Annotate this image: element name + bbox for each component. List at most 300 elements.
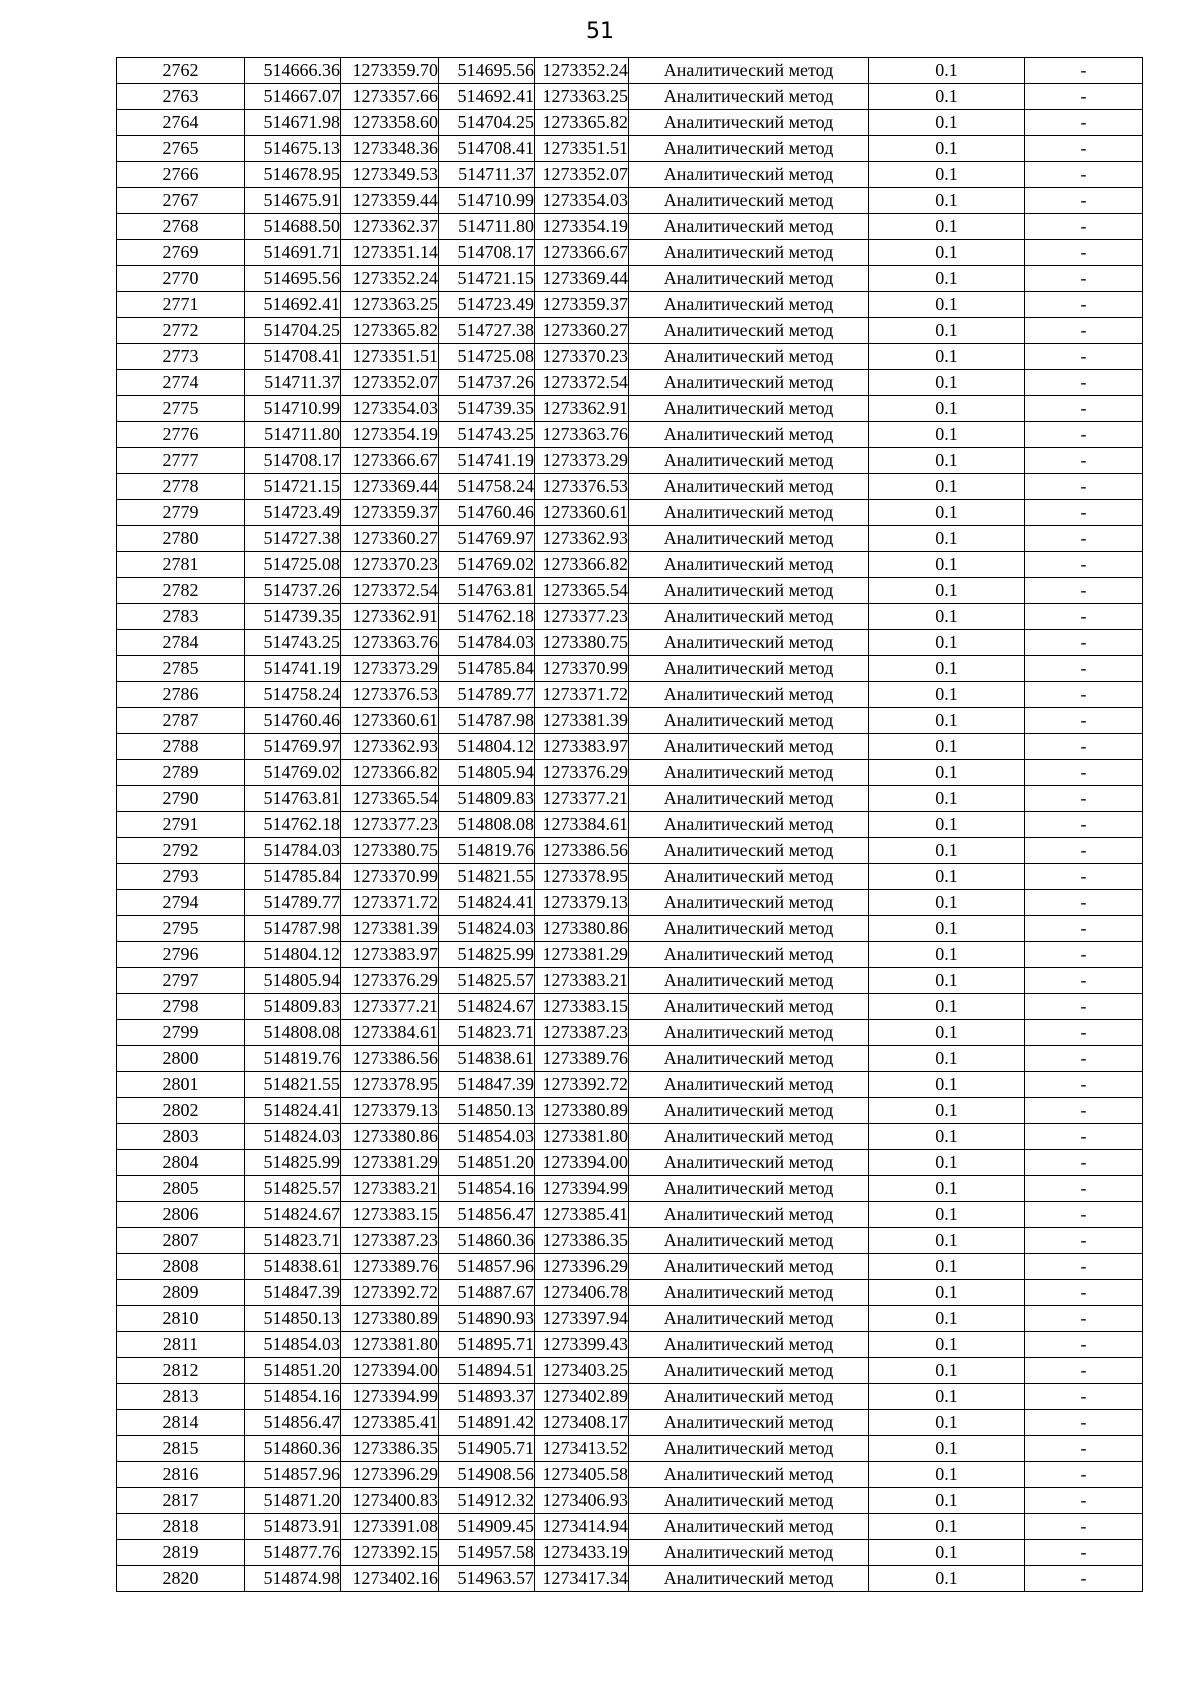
start-x-cell: 514847.39 — [245, 1280, 341, 1306]
start-y-cell: 1273392.15 — [341, 1540, 439, 1566]
end-y-cell: 1273394.00 — [535, 1150, 629, 1176]
method-cell: Аналитический метод — [629, 1020, 869, 1046]
method-cell: Аналитический метод — [629, 1072, 869, 1098]
end-x-cell: 514847.39 — [439, 1072, 535, 1098]
end-x-cell: 514743.25 — [439, 422, 535, 448]
start-y-cell: 1273362.37 — [341, 214, 439, 240]
end-y-cell: 1273354.03 — [535, 188, 629, 214]
end-x-cell: 514887.67 — [439, 1280, 535, 1306]
start-y-cell: 1273373.29 — [341, 656, 439, 682]
method-cell: Аналитический метод — [629, 656, 869, 682]
start-y-cell: 1273376.53 — [341, 682, 439, 708]
start-y-cell: 1273387.23 — [341, 1228, 439, 1254]
end-x-cell: 514808.08 — [439, 812, 535, 838]
note-cell: - — [1025, 84, 1143, 110]
end-y-cell: 1273406.93 — [535, 1488, 629, 1514]
note-cell: - — [1025, 890, 1143, 916]
start-x-cell: 514823.71 — [245, 1228, 341, 1254]
table-row — [117, 812, 1143, 838]
note-cell: - — [1025, 1306, 1143, 1332]
start-y-cell: 1273381.39 — [341, 916, 439, 942]
end-y-cell: 1273385.41 — [535, 1202, 629, 1228]
segment-number-cell: 2774 — [117, 370, 245, 396]
table-row — [117, 136, 1143, 162]
end-x-cell: 514894.51 — [439, 1358, 535, 1384]
note-cell: - — [1025, 318, 1143, 344]
note-cell: - — [1025, 1462, 1143, 1488]
end-x-cell: 514854.16 — [439, 1176, 535, 1202]
end-y-cell: 1273354.19 — [535, 214, 629, 240]
start-y-cell: 1273360.61 — [341, 708, 439, 734]
note-cell: - — [1025, 1124, 1143, 1150]
start-y-cell: 1273389.76 — [341, 1254, 439, 1280]
segment-number-cell: 2783 — [117, 604, 245, 630]
accuracy-cell: 0.1 — [869, 1410, 1025, 1436]
start-x-cell: 514695.56 — [245, 266, 341, 292]
start-y-cell: 1273354.19 — [341, 422, 439, 448]
accuracy-cell: 0.1 — [869, 1228, 1025, 1254]
start-x-cell: 514854.03 — [245, 1332, 341, 1358]
start-x-cell: 514762.18 — [245, 812, 341, 838]
end-y-cell: 1273381.80 — [535, 1124, 629, 1150]
table-row — [117, 734, 1143, 760]
accuracy-cell: 0.1 — [869, 1358, 1025, 1384]
start-y-cell: 1273352.07 — [341, 370, 439, 396]
accuracy-cell: 0.1 — [869, 1254, 1025, 1280]
table-row — [117, 162, 1143, 188]
table-row — [117, 1462, 1143, 1488]
start-x-cell: 514671.98 — [245, 110, 341, 136]
table-row — [117, 1410, 1143, 1436]
table-row — [117, 760, 1143, 786]
end-y-cell: 1273402.89 — [535, 1384, 629, 1410]
table-row — [117, 656, 1143, 682]
table-row — [117, 422, 1143, 448]
start-x-cell: 514723.49 — [245, 500, 341, 526]
accuracy-cell: 0.1 — [869, 136, 1025, 162]
start-x-cell: 514769.97 — [245, 734, 341, 760]
note-cell: - — [1025, 266, 1143, 292]
end-x-cell: 514823.71 — [439, 1020, 535, 1046]
end-y-cell: 1273380.86 — [535, 916, 629, 942]
end-x-cell: 514957.58 — [439, 1540, 535, 1566]
method-cell: Аналитический метод — [629, 890, 869, 916]
segment-number-cell: 2790 — [117, 786, 245, 812]
start-x-cell: 514692.41 — [245, 292, 341, 318]
table-row — [117, 864, 1143, 890]
start-y-cell: 1273383.15 — [341, 1202, 439, 1228]
start-y-cell: 1273385.41 — [341, 1410, 439, 1436]
segment-number-cell: 2786 — [117, 682, 245, 708]
note-cell: - — [1025, 526, 1143, 552]
accuracy-cell: 0.1 — [869, 188, 1025, 214]
start-y-cell: 1273400.83 — [341, 1488, 439, 1514]
note-cell: - — [1025, 214, 1143, 240]
segment-number-cell: 2817 — [117, 1488, 245, 1514]
note-cell: - — [1025, 552, 1143, 578]
start-y-cell: 1273359.70 — [341, 58, 439, 84]
note-cell: - — [1025, 1358, 1143, 1384]
table-row — [117, 1020, 1143, 1046]
start-x-cell: 514851.20 — [245, 1358, 341, 1384]
start-x-cell: 514854.16 — [245, 1384, 341, 1410]
method-cell: Аналитический метод — [629, 1098, 869, 1124]
accuracy-cell: 0.1 — [869, 812, 1025, 838]
accuracy-cell: 0.1 — [869, 1176, 1025, 1202]
start-x-cell: 514824.03 — [245, 1124, 341, 1150]
note-cell: - — [1025, 162, 1143, 188]
start-y-cell: 1273371.72 — [341, 890, 439, 916]
table-row — [117, 552, 1143, 578]
end-y-cell: 1273380.89 — [535, 1098, 629, 1124]
segment-number-cell: 2808 — [117, 1254, 245, 1280]
note-cell: - — [1025, 292, 1143, 318]
note-cell: - — [1025, 968, 1143, 994]
table-row — [117, 240, 1143, 266]
note-cell: - — [1025, 240, 1143, 266]
end-x-cell: 514805.94 — [439, 760, 535, 786]
table-row — [117, 1228, 1143, 1254]
method-cell: Аналитический метод — [629, 1124, 869, 1150]
segment-number-cell: 2789 — [117, 760, 245, 786]
note-cell: - — [1025, 578, 1143, 604]
table-row — [117, 838, 1143, 864]
accuracy-cell: 0.1 — [869, 1540, 1025, 1566]
end-x-cell: 514789.77 — [439, 682, 535, 708]
method-cell: Аналитический метод — [629, 474, 869, 500]
start-y-cell: 1273379.13 — [341, 1098, 439, 1124]
note-cell: - — [1025, 942, 1143, 968]
note-cell: - — [1025, 58, 1143, 84]
end-x-cell: 514739.35 — [439, 396, 535, 422]
table-row — [117, 84, 1143, 110]
segment-number-cell: 2787 — [117, 708, 245, 734]
accuracy-cell: 0.1 — [869, 526, 1025, 552]
table-row — [117, 786, 1143, 812]
table-body — [117, 58, 1143, 1592]
start-y-cell: 1273351.51 — [341, 344, 439, 370]
note-cell: - — [1025, 1280, 1143, 1306]
method-cell: Аналитический метод — [629, 188, 869, 214]
note-cell: - — [1025, 188, 1143, 214]
start-x-cell: 514824.41 — [245, 1098, 341, 1124]
method-cell: Аналитический метод — [629, 240, 869, 266]
start-x-cell: 514769.02 — [245, 760, 341, 786]
table-row — [117, 474, 1143, 500]
accuracy-cell: 0.1 — [869, 1124, 1025, 1150]
end-x-cell: 514854.03 — [439, 1124, 535, 1150]
start-y-cell: 1273380.75 — [341, 838, 439, 864]
accuracy-cell: 0.1 — [869, 1488, 1025, 1514]
note-cell: - — [1025, 1098, 1143, 1124]
page-number: 51 — [586, 19, 614, 44]
accuracy-cell: 0.1 — [869, 916, 1025, 942]
segment-number-cell: 2782 — [117, 578, 245, 604]
start-y-cell: 1273362.91 — [341, 604, 439, 630]
start-x-cell: 514758.24 — [245, 682, 341, 708]
end-x-cell: 514804.12 — [439, 734, 535, 760]
start-y-cell: 1273366.82 — [341, 760, 439, 786]
segment-number-cell: 2784 — [117, 630, 245, 656]
note-cell: - — [1025, 916, 1143, 942]
method-cell: Аналитический метод — [629, 1306, 869, 1332]
start-x-cell: 514857.96 — [245, 1462, 341, 1488]
segment-number-cell: 2802 — [117, 1098, 245, 1124]
end-x-cell: 514851.20 — [439, 1150, 535, 1176]
start-x-cell: 514710.99 — [245, 396, 341, 422]
end-x-cell: 514825.57 — [439, 968, 535, 994]
accuracy-cell: 0.1 — [869, 500, 1025, 526]
segment-number-cell: 2796 — [117, 942, 245, 968]
method-cell: Аналитический метод — [629, 318, 869, 344]
note-cell: - — [1025, 994, 1143, 1020]
start-x-cell: 514825.57 — [245, 1176, 341, 1202]
start-y-cell: 1273377.23 — [341, 812, 439, 838]
table-row — [117, 994, 1143, 1020]
start-y-cell: 1273381.80 — [341, 1332, 439, 1358]
start-y-cell: 1273365.82 — [341, 318, 439, 344]
note-cell: - — [1025, 630, 1143, 656]
note-cell: - — [1025, 812, 1143, 838]
note-cell: - — [1025, 838, 1143, 864]
note-cell: - — [1025, 1332, 1143, 1358]
start-x-cell: 514725.08 — [245, 552, 341, 578]
note-cell: - — [1025, 396, 1143, 422]
start-x-cell: 514763.81 — [245, 786, 341, 812]
segment-number-cell: 2767 — [117, 188, 245, 214]
accuracy-cell: 0.1 — [869, 1020, 1025, 1046]
start-x-cell: 514805.94 — [245, 968, 341, 994]
method-cell: Аналитический метод — [629, 552, 869, 578]
note-cell: - — [1025, 760, 1143, 786]
end-x-cell: 514856.47 — [439, 1202, 535, 1228]
coordinates-table — [116, 57, 1143, 1592]
table-row — [117, 890, 1143, 916]
table-row — [117, 396, 1143, 422]
end-x-cell: 514824.67 — [439, 994, 535, 1020]
start-x-cell: 514678.95 — [245, 162, 341, 188]
start-y-cell: 1273360.27 — [341, 526, 439, 552]
start-y-cell: 1273370.99 — [341, 864, 439, 890]
start-y-cell: 1273349.53 — [341, 162, 439, 188]
end-x-cell: 514692.41 — [439, 84, 535, 110]
segment-number-cell: 2803 — [117, 1124, 245, 1150]
method-cell: Аналитический метод — [629, 500, 869, 526]
segment-number-cell: 2800 — [117, 1046, 245, 1072]
note-cell: - — [1025, 344, 1143, 370]
segment-number-cell: 2792 — [117, 838, 245, 864]
end-y-cell: 1273366.67 — [535, 240, 629, 266]
accuracy-cell: 0.1 — [869, 1384, 1025, 1410]
start-x-cell: 514741.19 — [245, 656, 341, 682]
end-y-cell: 1273381.39 — [535, 708, 629, 734]
note-cell: - — [1025, 422, 1143, 448]
method-cell: Аналитический метод — [629, 1514, 869, 1540]
end-y-cell: 1273376.53 — [535, 474, 629, 500]
note-cell: - — [1025, 1228, 1143, 1254]
method-cell: Аналитический метод — [629, 1358, 869, 1384]
segment-number-cell: 2804 — [117, 1150, 245, 1176]
end-x-cell: 514769.97 — [439, 526, 535, 552]
method-cell: Аналитический метод — [629, 136, 869, 162]
end-y-cell: 1273414.94 — [535, 1514, 629, 1540]
end-y-cell: 1273376.29 — [535, 760, 629, 786]
start-x-cell: 514871.20 — [245, 1488, 341, 1514]
start-y-cell: 1273357.66 — [341, 84, 439, 110]
end-y-cell: 1273397.94 — [535, 1306, 629, 1332]
end-x-cell: 514912.32 — [439, 1488, 535, 1514]
accuracy-cell: 0.1 — [869, 1202, 1025, 1228]
start-x-cell: 514691.71 — [245, 240, 341, 266]
start-x-cell: 514784.03 — [245, 838, 341, 864]
start-x-cell: 514785.84 — [245, 864, 341, 890]
note-cell: - — [1025, 656, 1143, 682]
method-cell: Аналитический метод — [629, 994, 869, 1020]
end-y-cell: 1273396.29 — [535, 1254, 629, 1280]
accuracy-cell: 0.1 — [869, 682, 1025, 708]
start-x-cell: 514860.36 — [245, 1436, 341, 1462]
accuracy-cell: 0.1 — [869, 448, 1025, 474]
end-x-cell: 514890.93 — [439, 1306, 535, 1332]
note-cell: - — [1025, 1540, 1143, 1566]
segment-number-cell: 2776 — [117, 422, 245, 448]
end-x-cell: 514727.38 — [439, 318, 535, 344]
start-y-cell: 1273380.89 — [341, 1306, 439, 1332]
start-x-cell: 514737.26 — [245, 578, 341, 604]
method-cell: Аналитический метод — [629, 1254, 869, 1280]
method-cell: Аналитический метод — [629, 786, 869, 812]
start-x-cell: 514721.15 — [245, 474, 341, 500]
start-x-cell: 514711.37 — [245, 370, 341, 396]
end-x-cell: 514737.26 — [439, 370, 535, 396]
start-y-cell: 1273363.76 — [341, 630, 439, 656]
note-cell: - — [1025, 1020, 1143, 1046]
method-cell: Аналитический метод — [629, 1436, 869, 1462]
start-x-cell: 514850.13 — [245, 1306, 341, 1332]
segment-number-cell: 2810 — [117, 1306, 245, 1332]
end-x-cell: 514760.46 — [439, 500, 535, 526]
end-y-cell: 1273408.17 — [535, 1410, 629, 1436]
segment-number-cell: 2762 — [117, 58, 245, 84]
method-cell: Аналитический метод — [629, 838, 869, 864]
start-y-cell: 1273386.56 — [341, 1046, 439, 1072]
segment-number-cell: 2780 — [117, 526, 245, 552]
accuracy-cell: 0.1 — [869, 604, 1025, 630]
table-row — [117, 1280, 1143, 1306]
method-cell: Аналитический метод — [629, 1176, 869, 1202]
note-cell: - — [1025, 1566, 1143, 1592]
method-cell: Аналитический метод — [629, 1280, 869, 1306]
start-y-cell: 1273394.99 — [341, 1384, 439, 1410]
end-y-cell: 1273352.24 — [535, 58, 629, 84]
segment-number-cell: 2772 — [117, 318, 245, 344]
segment-number-cell: 2793 — [117, 864, 245, 890]
start-x-cell: 514688.50 — [245, 214, 341, 240]
accuracy-cell: 0.1 — [869, 344, 1025, 370]
method-cell: Аналитический метод — [629, 604, 869, 630]
start-x-cell: 514667.07 — [245, 84, 341, 110]
method-cell: Аналитический метод — [629, 448, 869, 474]
start-y-cell: 1273384.61 — [341, 1020, 439, 1046]
method-cell: Аналитический метод — [629, 110, 869, 136]
note-cell: - — [1025, 864, 1143, 890]
method-cell: Аналитический метод — [629, 422, 869, 448]
method-cell: Аналитический метод — [629, 578, 869, 604]
accuracy-cell: 0.1 — [869, 1046, 1025, 1072]
note-cell: - — [1025, 682, 1143, 708]
method-cell: Аналитический метод — [629, 1540, 869, 1566]
start-x-cell: 514704.25 — [245, 318, 341, 344]
start-x-cell: 514727.38 — [245, 526, 341, 552]
start-x-cell: 514743.25 — [245, 630, 341, 656]
table-row — [117, 1384, 1143, 1410]
start-x-cell: 514808.08 — [245, 1020, 341, 1046]
end-y-cell: 1273372.54 — [535, 370, 629, 396]
segment-number-cell: 2777 — [117, 448, 245, 474]
end-y-cell: 1273365.82 — [535, 110, 629, 136]
end-y-cell: 1273383.97 — [535, 734, 629, 760]
end-y-cell: 1273362.91 — [535, 396, 629, 422]
table-row — [117, 1332, 1143, 1358]
note-cell: - — [1025, 1488, 1143, 1514]
end-x-cell: 514785.84 — [439, 656, 535, 682]
accuracy-cell: 0.1 — [869, 630, 1025, 656]
accuracy-cell: 0.1 — [869, 942, 1025, 968]
note-cell: - — [1025, 1202, 1143, 1228]
note-cell: - — [1025, 448, 1143, 474]
note-cell: - — [1025, 474, 1143, 500]
end-y-cell: 1273386.35 — [535, 1228, 629, 1254]
start-x-cell: 514824.67 — [245, 1202, 341, 1228]
end-x-cell: 514857.96 — [439, 1254, 535, 1280]
end-x-cell: 514708.17 — [439, 240, 535, 266]
table-row — [117, 682, 1143, 708]
accuracy-cell: 0.1 — [869, 864, 1025, 890]
accuracy-cell: 0.1 — [869, 656, 1025, 682]
start-x-cell: 514675.91 — [245, 188, 341, 214]
start-y-cell: 1273402.16 — [341, 1566, 439, 1592]
note-cell: - — [1025, 1254, 1143, 1280]
table-row — [117, 1150, 1143, 1176]
table-row — [117, 604, 1143, 630]
end-x-cell: 514838.61 — [439, 1046, 535, 1072]
end-y-cell: 1273369.44 — [535, 266, 629, 292]
end-y-cell: 1273413.52 — [535, 1436, 629, 1462]
start-y-cell: 1273396.29 — [341, 1462, 439, 1488]
table-row — [117, 630, 1143, 656]
start-y-cell: 1273391.08 — [341, 1514, 439, 1540]
start-x-cell: 514804.12 — [245, 942, 341, 968]
method-cell: Аналитический метод — [629, 84, 869, 110]
table-row — [117, 1514, 1143, 1540]
note-cell: - — [1025, 1046, 1143, 1072]
end-y-cell: 1273383.21 — [535, 968, 629, 994]
table-row — [117, 578, 1143, 604]
start-x-cell: 514838.61 — [245, 1254, 341, 1280]
accuracy-cell: 0.1 — [869, 1332, 1025, 1358]
segment-number-cell: 2794 — [117, 890, 245, 916]
segment-number-cell: 2788 — [117, 734, 245, 760]
start-y-cell: 1273363.25 — [341, 292, 439, 318]
start-y-cell: 1273362.93 — [341, 734, 439, 760]
note-cell: - — [1025, 136, 1143, 162]
method-cell: Аналитический метод — [629, 1384, 869, 1410]
end-y-cell: 1273381.29 — [535, 942, 629, 968]
end-y-cell: 1273378.95 — [535, 864, 629, 890]
segment-number-cell: 2785 — [117, 656, 245, 682]
start-y-cell: 1273377.21 — [341, 994, 439, 1020]
table-row — [117, 526, 1143, 552]
